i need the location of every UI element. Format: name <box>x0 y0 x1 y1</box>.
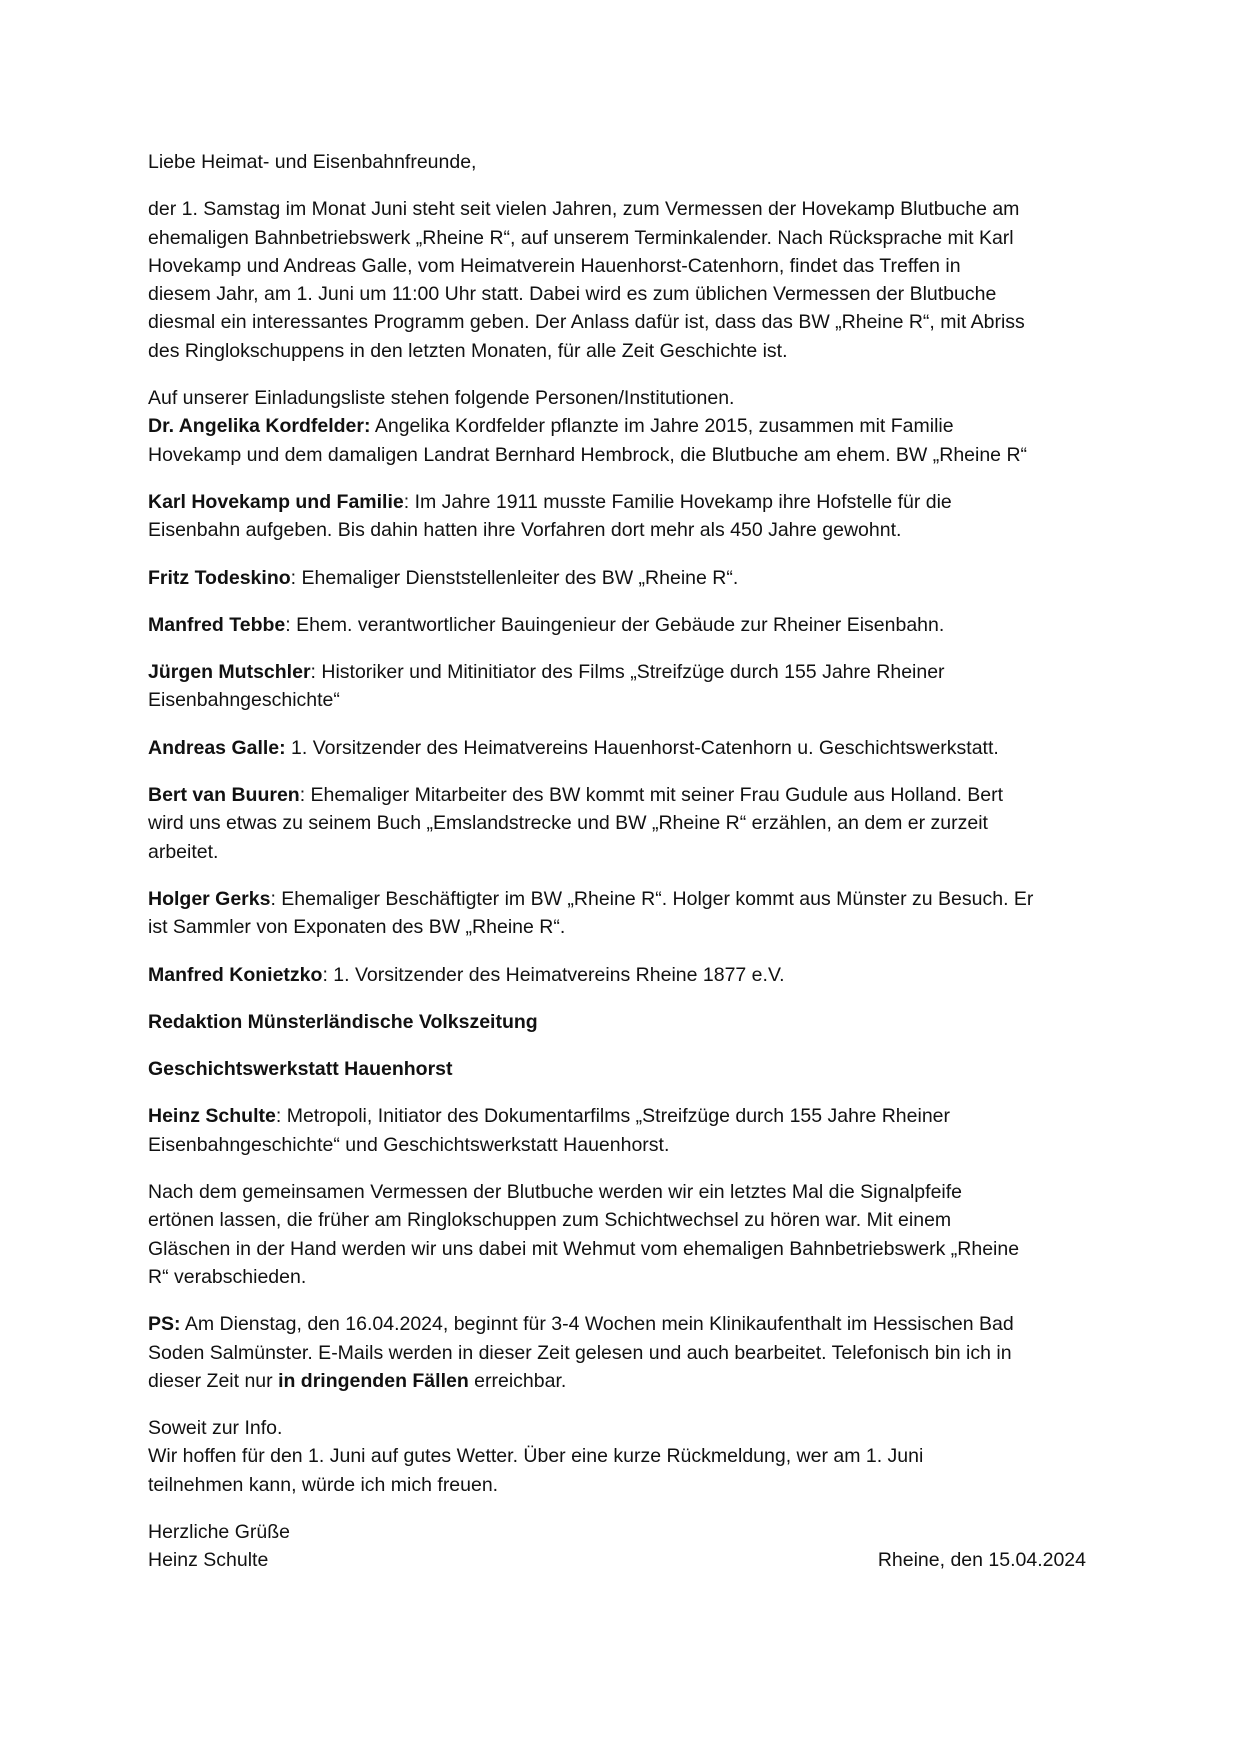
intro-line: Hovekamp und Andreas Galle, vom Heimatverein Hauenhorst-Catenhorn, findet das Treffen in <box>148 254 961 277</box>
invitee-name: Dr. Angelika Kordfelder: <box>148 415 371 438</box>
invitee-kordfelder <box>148 412 1098 440</box>
ps-label: PS: <box>148 1313 181 1336</box>
intro-line: diesem Jahr, am 1. Juni um 11:00 Uhr statt. Dabei wird es zum üblichen Vermessen der Blutbuche <box>148 283 997 306</box>
invitee-description: Eisenbahngeschichte“ <box>148 689 340 712</box>
ps-emphasis: in dringenden Fällen <box>278 1369 469 1392</box>
invitee-tebbe <box>148 611 1098 639</box>
invitee-description: : Im Jahre 1911 musste Familie Hovekamp ihre Hofstelle für die <box>403 490 952 513</box>
invitee-schulte <box>148 1102 1098 1159</box>
invitee-description: : 1. Vorsitzender des Heimatvereins Rheine 1877 e.V. <box>322 963 785 986</box>
invitee-redaktion: Redaktion Münsterländische Volkszeitung <box>148 1010 538 1033</box>
signature-block <box>148 1518 1098 1575</box>
invitee-description: 1. Vorsitzender des Heimatvereins Hauenhorst-Catenhorn u. Geschichtswerkstatt. <box>285 736 999 759</box>
regards: Herzliche Grüße <box>148 1520 290 1543</box>
invitee-konietzko <box>148 961 1098 989</box>
invitee-description: : Ehemaliger Beschäftigter im BW „Rheine R“. Holger kommt aus Münster zu Besuch. Er <box>270 887 1034 910</box>
invitee-description: wird uns etwas zu seinem Buch „Emslandstrecke und BW „Rheine R“ erzählen, an dem er zurzeit <box>148 812 988 835</box>
intro-line: des Ringlokschuppens in den letzten Monaten, für alle Zeit Geschichte ist. <box>148 339 788 362</box>
invitee-description: : Metropoli, Initiator des Dokumentarfilms „Streifzüge durch 155 Jahre Rheiner <box>275 1105 950 1128</box>
letter-page <box>148 148 1098 1594</box>
invitee-name: Bert van Buuren <box>148 784 300 807</box>
invitee-description: Eisenbahngeschichte“ und Geschichtswerkstatt Hauenhorst. <box>148 1133 670 1156</box>
invitee-name: Karl Hovekamp und Familie <box>148 490 404 513</box>
invitee-name: Heinz Schulte <box>148 1105 276 1128</box>
intro-paragraph <box>148 195 1098 365</box>
intro-line: der 1. Samstag im Monat Juni steht seit vielen Jahren, zum Vermessen der Hovekamp Blutbuche am <box>148 198 1020 221</box>
intro-line: ehemaligen Bahnbetriebswerk „Rheine R“, auf unserem Terminkalender. Nach Rücksprache mit Karl <box>148 226 1014 249</box>
invitee-description: Hovekamp und dem damaligen Landrat Bernhard Hembrock, die Blutbuche am ehem. BW „Rheine R“ <box>148 443 1028 466</box>
invitee-description: : Ehemaliger Dienststellenleiter des BW „Rheine R“. <box>290 566 739 589</box>
invitee-description: Angelika Kordfelder pflanzte im Jahre 2015, zusammen mit Familie <box>370 415 954 438</box>
invitee-name: Manfred Tebbe <box>148 613 286 636</box>
invitee-mutschler <box>148 658 1098 715</box>
invitee-description: Eisenbahn aufgeben. Bis dahin hatten ihre Vorfahren dort mehr als 450 Jahre gewohnt. <box>148 519 902 542</box>
invitee-description: : Ehem. verantwortlicher Bauingenieur der Gebäude zur Rheiner Eisenbahn. <box>285 613 945 636</box>
closing-paragraph: Nach dem gemeinsamen Vermessen der Blutbuche werden wir ein letztes Mal die Signalpfeife ertönen lassen, die früher am Ringlokschuppen zum Schichtwechsel zu hören war. Mit einem Gläschen in der Hand werden wir uns dabei mit Wehmut vom ehemaligen Bahnbetriebswerk „Rheine R“ verabschieden. <box>148 1181 1020 1288</box>
invitee-todeskino <box>148 564 1098 592</box>
ps-paragraph: PS: Am Dienstag, den 16.04.2024, beginnt für 3-4 Wochen mein Klinikaufenthalt im Hessischen Bad Soden Salmünster. E-Mails werden in dieser Zeit gelesen und auch bearbeitet. Telefonisch bin ich in dieser Zeit nur in dringenden Fällen erreichbar. <box>148 1313 1014 1392</box>
greeting: Liebe Heimat- und Eisenbahnfreunde, <box>148 151 477 173</box>
invitee-description: : Ehemaliger Mitarbeiter des BW kommt mit seiner Frau Gudule aus Holland. Bert <box>299 784 1004 807</box>
invitee-description: : Historiker und Mitinitiator des Films „Streifzüge durch 155 Jahre Rheiner <box>310 661 945 684</box>
invitation-list-intro: Auf unserer Einladungsliste stehen folgende Personen/Institutionen. Dr. Angelika Kordfelder: Angelika Kordfelder pflanzte im Jahre 2015, zusammen mit Familie Hovekamp und dem damaligen Landrat Bernhard Hembrock, die Blutbuche am ehem. BW „Rheine R“ <box>148 384 1098 469</box>
place-date: Rheine, den 15.04.2024 <box>877 1549 1086 1572</box>
invitee-description: ist Sammler von Exponaten des BW „Rheine R“. <box>148 916 566 939</box>
outro-paragraph: Soweit zur Info. Wir hoffen für den 1. Juni auf gutes Wetter. Über eine kurze Rückmeldung, wer am 1. Juni teilnehmen kann, würde ich mich freuen. <box>148 1417 924 1496</box>
signer-name: Heinz Schulte <box>148 1549 269 1572</box>
invitee-geschichtswerkstatt: Geschichtswerkstatt Hauenhorst <box>148 1058 453 1081</box>
intro-line: diesmal ein interessantes Programm geben. Der Anlass dafür ist, dass das BW „Rheine R“, mit Abriss <box>148 311 1025 334</box>
invitee-name: Andreas Galle: <box>148 736 286 759</box>
invitee-name: Holger Gerks <box>148 887 271 910</box>
invitee-name: Manfred Konietzko <box>148 963 323 986</box>
invitee-description: arbeitet. <box>148 840 219 863</box>
invitee-galle <box>148 734 1098 762</box>
invitee-buuren <box>148 781 1098 866</box>
signature-row <box>148 1546 1086 1574</box>
invitee-hovekamp <box>148 488 1098 545</box>
invitee-gerks <box>148 885 1098 942</box>
invitee-name: Jürgen Mutschler <box>148 661 311 684</box>
invitee-name: Fritz Todeskino <box>148 566 291 589</box>
